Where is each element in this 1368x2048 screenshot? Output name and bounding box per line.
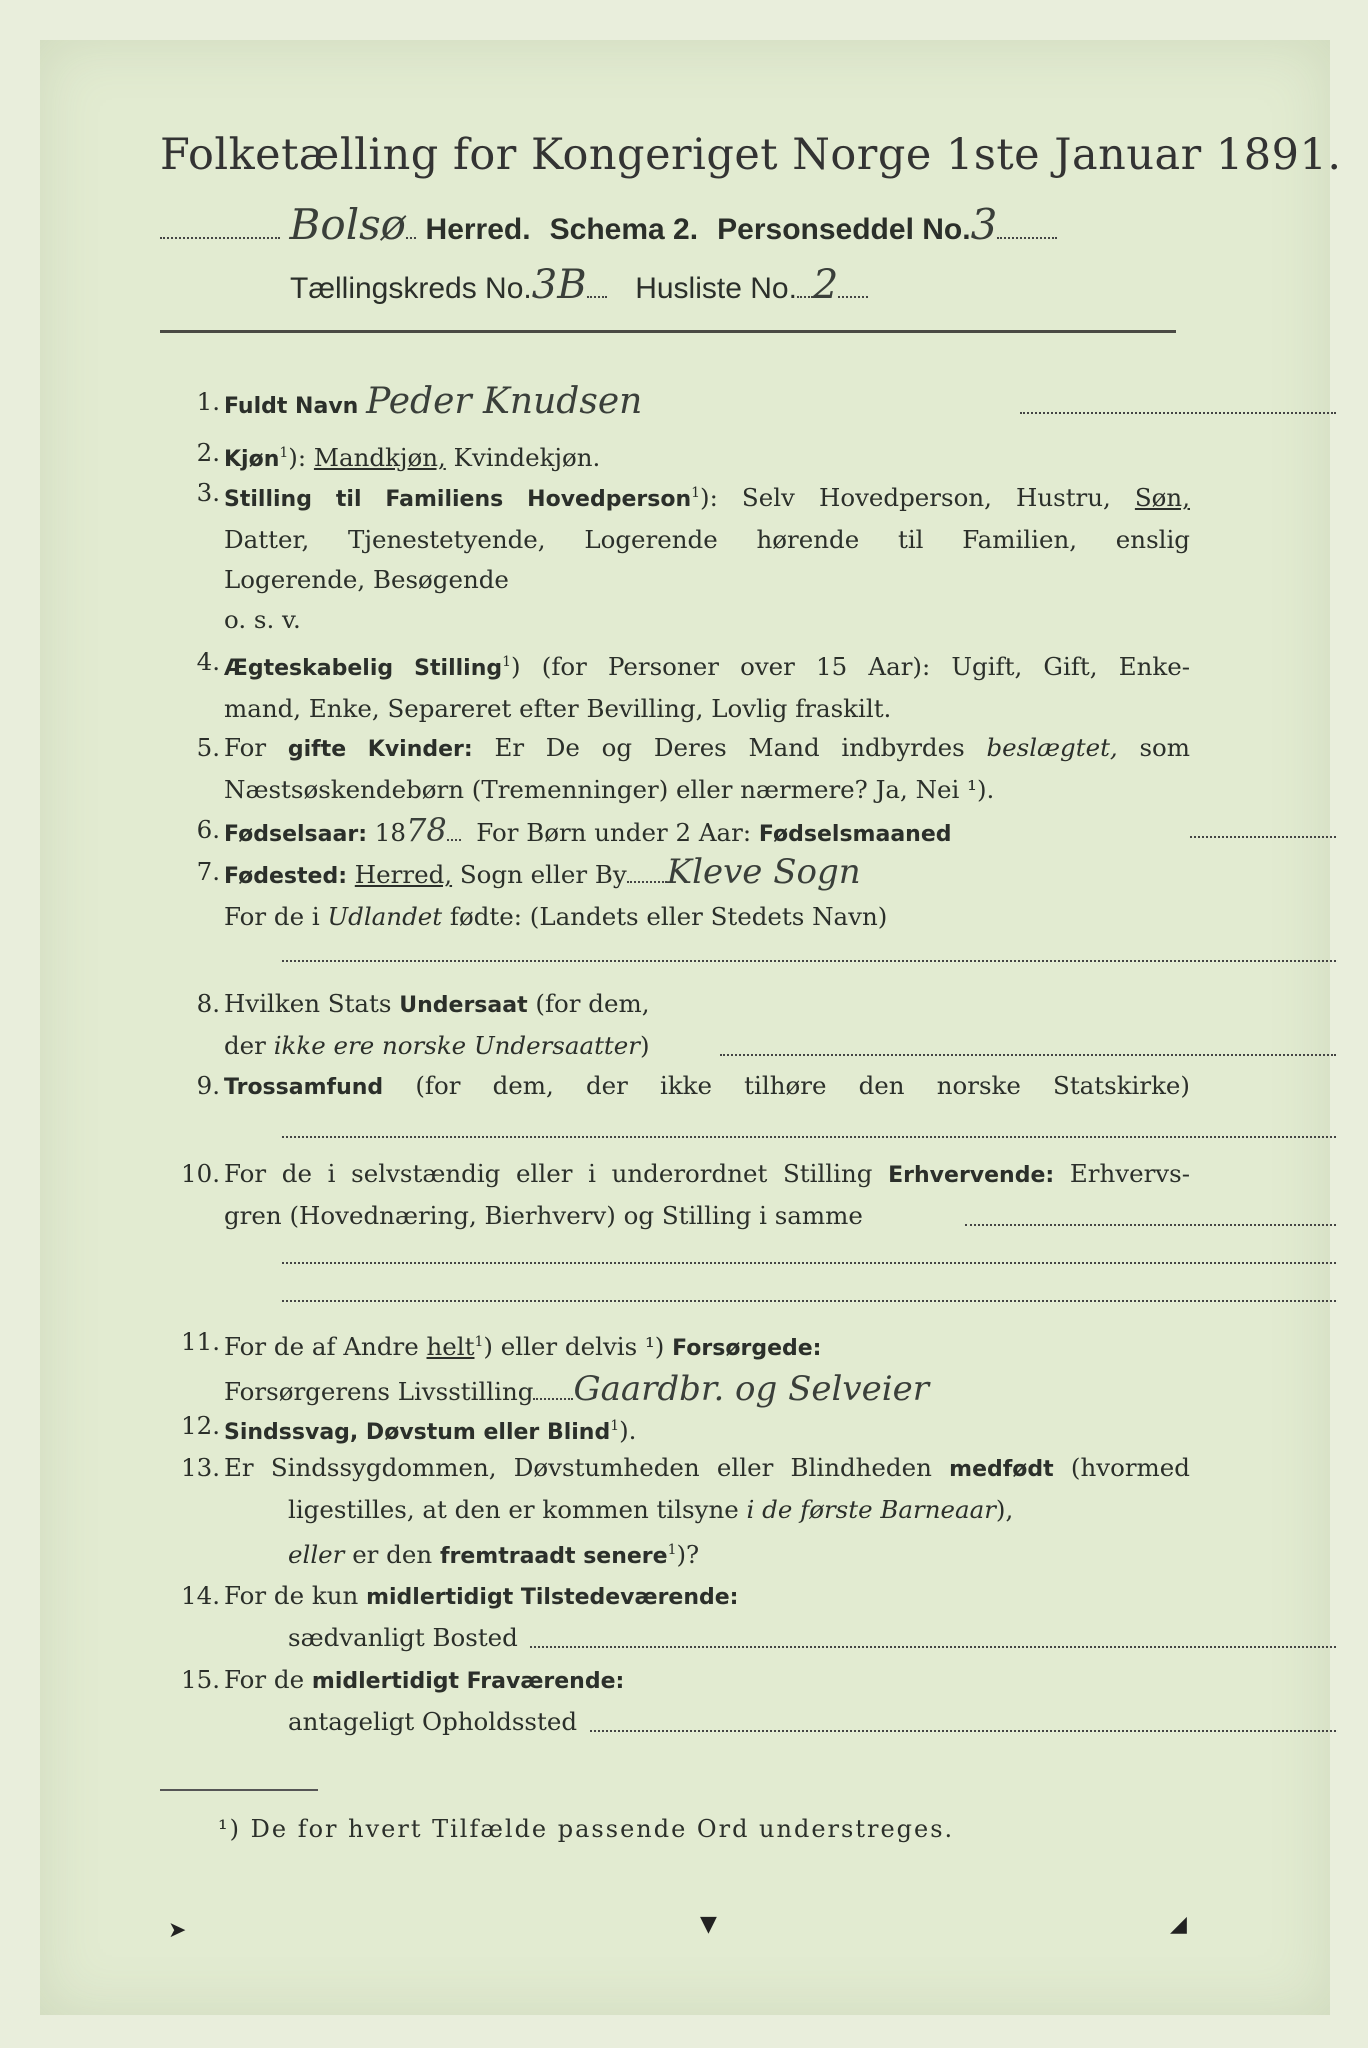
footnote-divider xyxy=(160,1789,318,1791)
question-label: Erhvervende: xyxy=(888,1163,1055,1188)
header-divider xyxy=(160,330,1176,333)
question-label: fremtraadt senere xyxy=(439,1544,668,1570)
center-mark-icon: ▼ xyxy=(700,1912,717,1937)
question-label: Ægteskabelig Stilling xyxy=(224,656,503,682)
question-number: 2. xyxy=(196,438,220,467)
question-text: For Børn under 2 Aar: xyxy=(476,818,752,847)
question-number: 5. xyxy=(196,733,220,762)
question-text: ): xyxy=(288,443,307,473)
option-underlined: Mandkjøn, xyxy=(313,443,446,473)
option-underlined: Herred, xyxy=(354,860,453,889)
question-number: 14. xyxy=(181,1581,220,1610)
question-text: Datter, Tjenestetyende, Logerende hørende til Familien, enslig xyxy=(224,525,1190,555)
question-label: medfødt xyxy=(949,1457,1054,1482)
question-label: Stilling til Familiens Hovedperson xyxy=(224,487,692,513)
header-kreds-line xyxy=(290,262,868,308)
corner-mark-icon: ➤ xyxy=(168,1918,187,1943)
option: Kvindekjøn. xyxy=(453,443,601,473)
question-text: fødte: (Landets eller Stedets Navn) xyxy=(449,902,888,931)
question-number: 8. xyxy=(196,989,220,1018)
husliste-label: Husliste No. xyxy=(635,272,797,305)
question-label: Fødselsaar: xyxy=(224,822,367,847)
question-label: Trossamfund xyxy=(224,1075,384,1100)
question-label: midlertidigt Fraværende: xyxy=(311,1669,625,1694)
question-number: 9. xyxy=(196,1071,220,1100)
personseddel-value: 3 xyxy=(970,200,998,249)
question-number: 3. xyxy=(196,478,220,507)
footnote-ref: 1 xyxy=(279,445,289,461)
question-label: Fødselsmaaned xyxy=(758,822,952,847)
question-text: Er De og Deres Mand indbyrdes xyxy=(494,733,965,762)
question-number: 10. xyxy=(181,1159,220,1188)
question-number: 13. xyxy=(181,1453,220,1482)
option-underlined: Søn, xyxy=(1134,483,1190,513)
question-number: 7. xyxy=(196,857,220,886)
footnote: ¹) De for hvert Tilfælde passende Ord understreges. xyxy=(218,1815,955,1843)
question-text: (for dem, der ikke tilhøre den norske Statskirke) xyxy=(415,1071,1190,1100)
question-number: 6. xyxy=(196,815,220,844)
birth-year-answer: 78 xyxy=(405,811,447,849)
question-number: 1. xyxy=(196,387,220,416)
question-1 xyxy=(160,382,1190,426)
question-number: 4. xyxy=(196,647,220,676)
question-label: Kjøn xyxy=(224,447,280,473)
personseddel-label: Personseddel No. xyxy=(717,213,971,246)
birthplace-answer: Kleve Sogn xyxy=(666,852,861,892)
question-text: gren (Hovednæring, Bierhverv) og Stilling i samme xyxy=(224,1201,863,1230)
corner-mark-icon: ◢ xyxy=(1170,1912,1187,1937)
question-number: 12. xyxy=(181,1411,220,1440)
kreds-value: 3B xyxy=(531,262,587,308)
schema-label: Schema 2. xyxy=(549,213,699,246)
question-text: Logerende, Besøgende xyxy=(224,565,509,595)
kreds-label: Tællingskreds No. xyxy=(290,272,532,305)
question-label: Fuldt Navn xyxy=(224,394,359,419)
question-label: Undersaat xyxy=(399,993,528,1018)
question-label: Forsørgede: xyxy=(672,1336,822,1362)
question-text: o. s. v. xyxy=(224,605,301,635)
header-herred-line xyxy=(160,200,1057,249)
option-underlined: helt xyxy=(426,1332,475,1362)
question-label: Sindssvag, Døvstum eller Blind xyxy=(224,1420,611,1446)
herred-label: Herred. xyxy=(425,213,531,246)
provider-occupation-answer: Gaardbr. og Selveier xyxy=(573,1369,929,1410)
form-title: Folketælling for Kongeriget Norge 1ste Januar 1891. xyxy=(160,130,1342,180)
question-text: ): Selv Hovedperson, Hustru, xyxy=(700,483,1111,513)
question-number: 15. xyxy=(181,1665,220,1694)
herred-value: Bolsø xyxy=(289,200,406,249)
question-text: Næstsøskendebørn (Tremenninger) eller nærmere? Ja, Nei ¹). xyxy=(224,775,995,804)
question-label: gifte Kvinder: xyxy=(287,737,473,762)
full-name-answer: Peder Knudsen xyxy=(366,381,643,422)
question-number: 11. xyxy=(181,1327,220,1356)
husliste-value: 2 xyxy=(812,262,839,308)
question-text: ) (for Personer over 15 Aar): Ugift, Gift, Enke- xyxy=(511,652,1190,682)
question-label: midlertidigt Tilstedeværende: xyxy=(366,1585,739,1610)
answer-line xyxy=(1020,412,1336,414)
question-text: mand, Enke, Separeret efter Bevilling, Lovlig fraskilt. xyxy=(224,694,892,724)
question-label: Fødested: xyxy=(224,864,347,889)
